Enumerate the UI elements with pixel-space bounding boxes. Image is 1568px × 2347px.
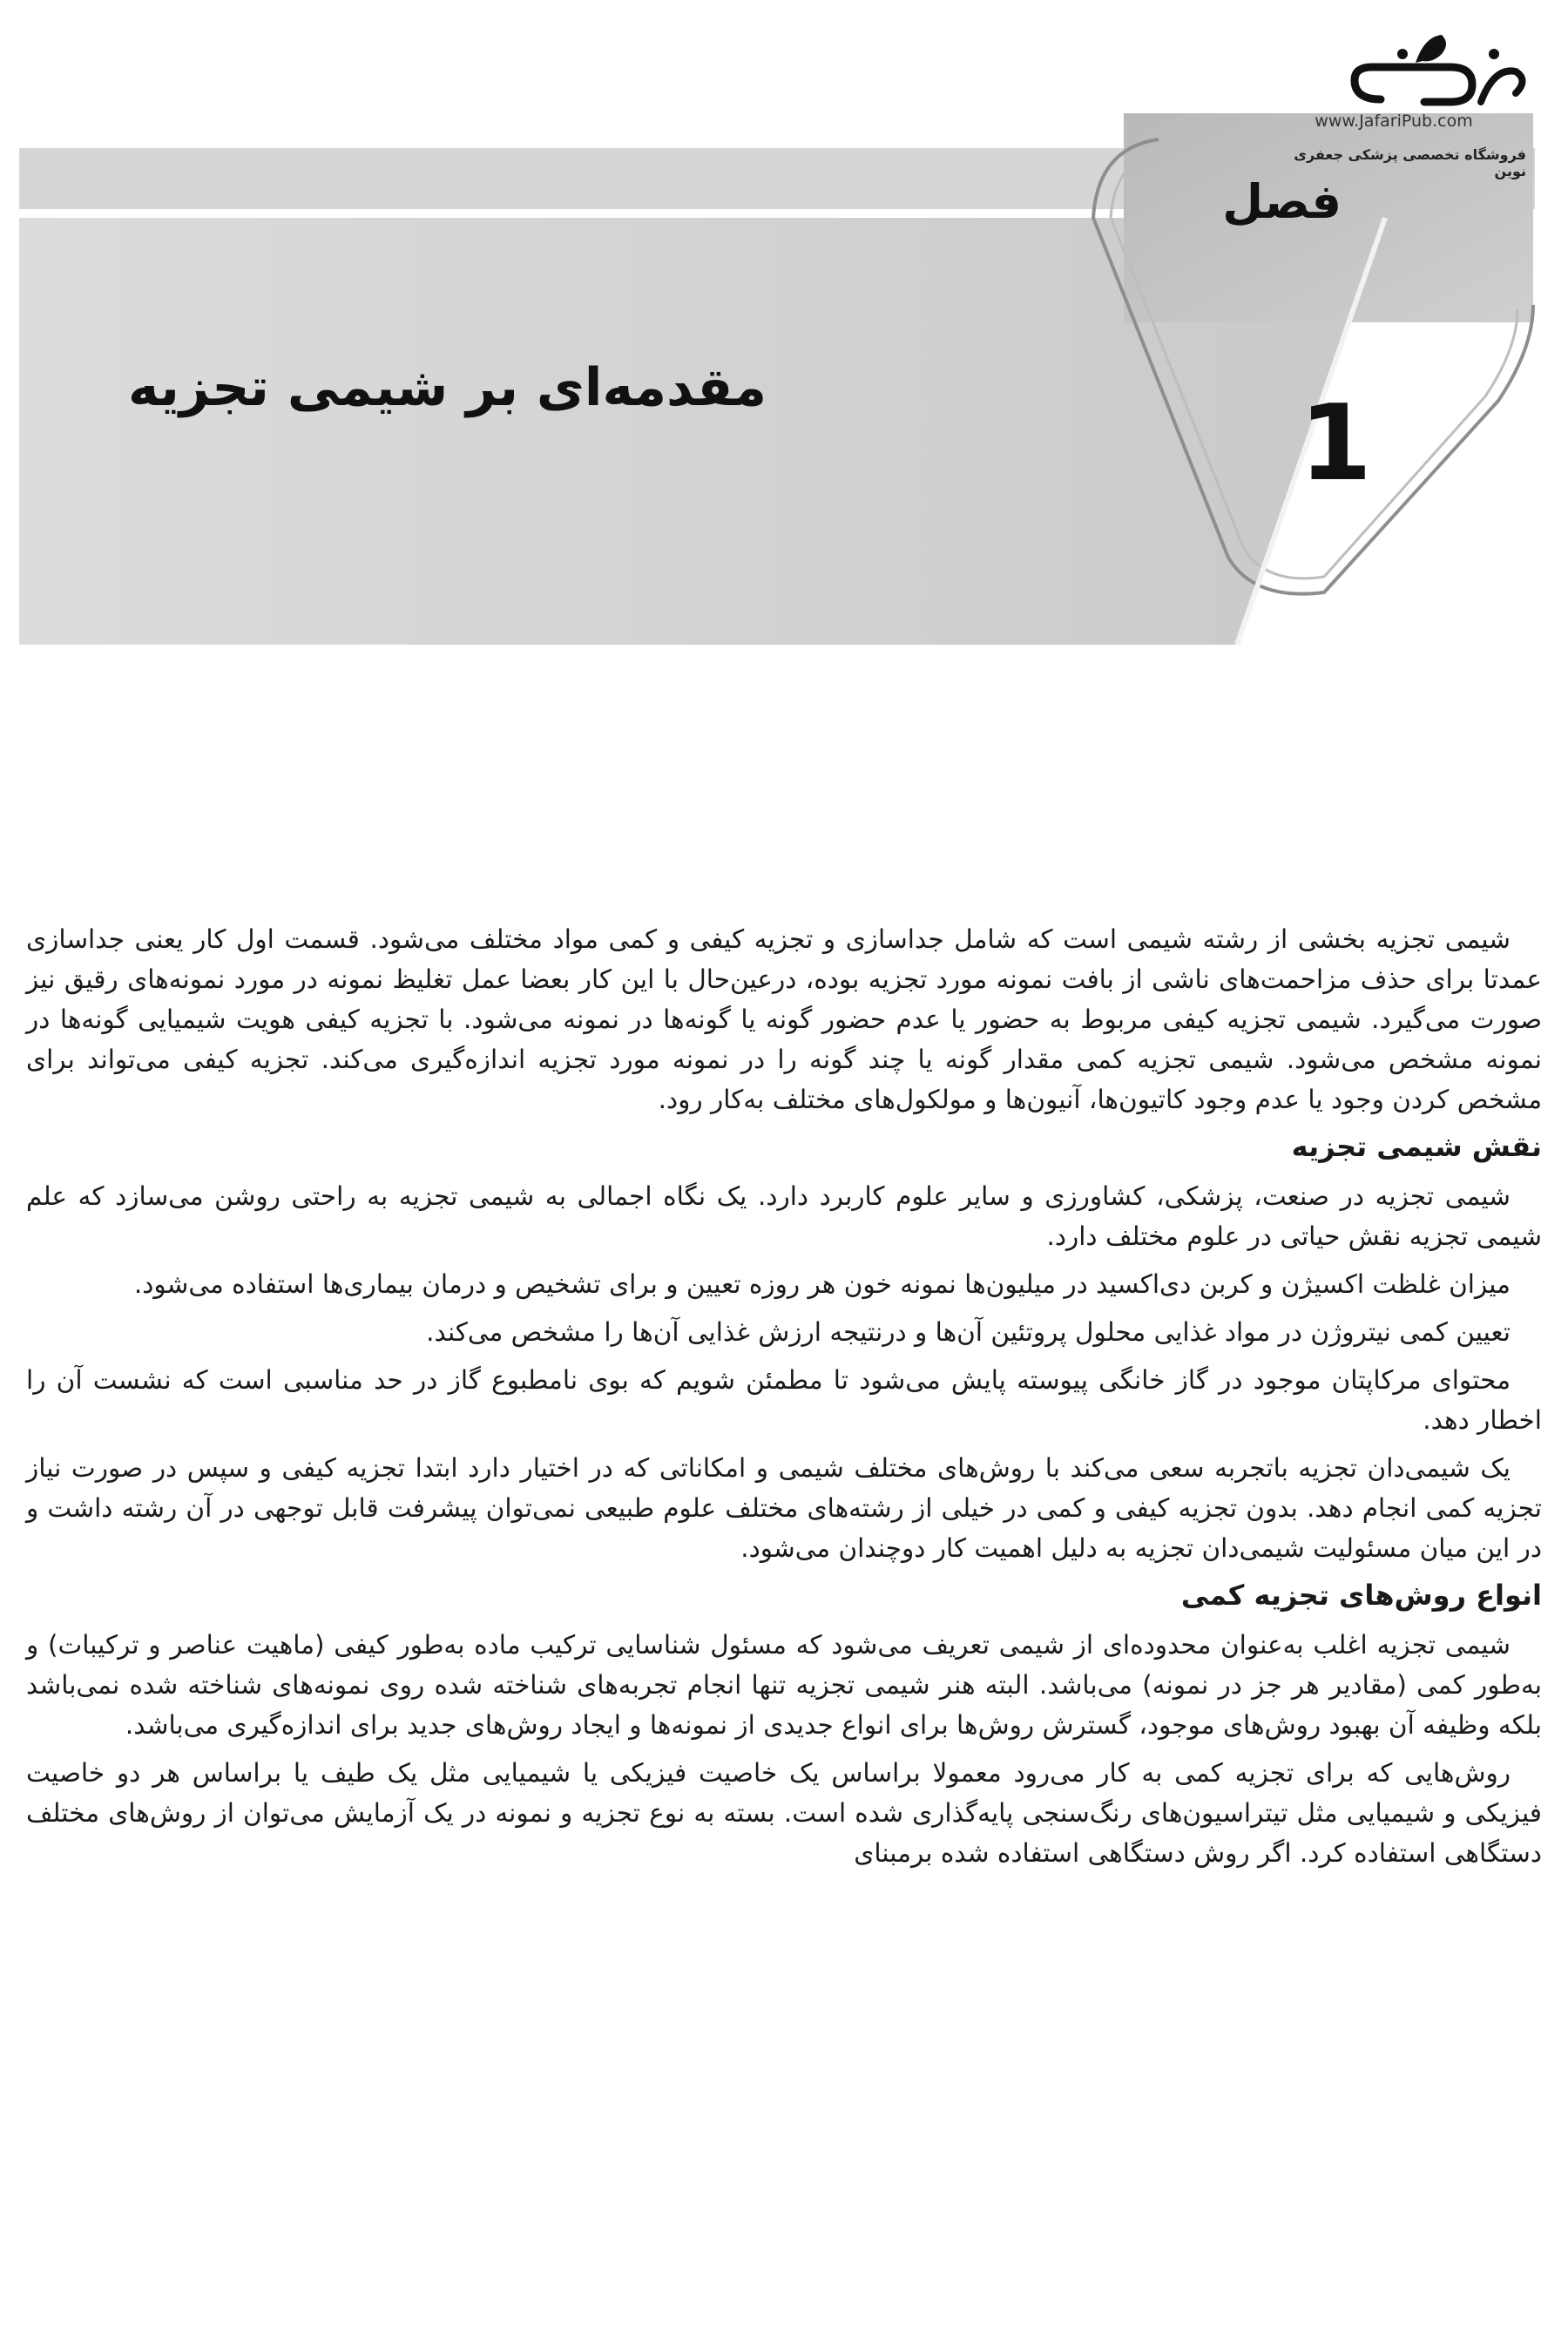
page-body (26, 919, 1542, 1881)
section-heading-role: نقش شیمی تجزیه (1291, 1130, 1542, 1163)
banner-graphic (0, 0, 1568, 662)
paragraph-blood: میزان غلظت اکسیژن و کربن دی‌اکسید در میلیون‌ها نمونه خون هر روزه تعیین و برای تشخیص و درمان بیماری‌ها استفاده می‌شود. (133, 1269, 1511, 1299)
paragraph-mercaptan: محتوای مرکاپتان موجود در گاز خانگی پیوسته پایش می‌شود تا مطمئن شویم که بوی نامطبوع گاز در حد مناسبی است که نشست آن را اخطار دهد. (26, 1365, 1542, 1435)
paragraph-role: شیمی تجزیه در صنعت، پزشکی، کشاورزی و سایر علوم کاربرد دارد. یک نگاه اجمالی به شیمی تجزیه به راحتی روشن می‌سازد که علم شیمی تجزیه نقش حیاتی در علوم مختلف دارد. (26, 1181, 1542, 1251)
logo-icon (1355, 35, 1523, 102)
chapter-label: فصل (1222, 174, 1342, 229)
paragraph-definition: شیمی تجزیه اغلب به‌عنوان محدوده‌ای از شیمی تعریف می‌شود که مسئول شناسایی ترکیب ماده به‌طور کیفی (ماهیت عناصر و ترکیبات) و به‌طور کمی (مقادیر هر جز در نمونه) می‌باشد. البته هنر شیمی تجزیه تنها انجام تجربه‌های شناخته شده روی نمونه‌های شناخته شده نمی‌باشد بلکه وظیفه آن بهبود روش‌های موجود، گسترش روش‌ها برای انواع جدیدی از نمونه‌ها و ایجاد روش‌های جدید برای اندازه‌گیری می‌باشد. (26, 1630, 1542, 1740)
logo-website: www.JafariPub.com (1315, 112, 1473, 131)
chapter-number: 1 (1299, 383, 1372, 504)
logo-shop-name: فروشگاه تخصصی پزشکی جعفری نوین (1294, 146, 1526, 179)
section-heading-methods: انواع روش‌های تجزیه کمی (1180, 1579, 1542, 1612)
paragraph-nitrogen: تعیین کمی نیتروژن در مواد غذایی محلول پروتئین آن‌ها و درنتیجه ارزش غذایی آن‌ها را مشخص می‌کند. (426, 1317, 1511, 1347)
chapter-title: مقدمه‌ای بر شیمی تجزیه (127, 357, 767, 418)
paragraph-chemist: یک شیمی‌دان تجزیه باتجربه سعی می‌کند با روش‌های مختلف شیمی و امکاناتی که در اختیار دارد ابتدا تجزیه کیفی و سپس در صورت نیاز تجزیه کمی انجام دهد. بدون تجزیه کیفی و کمی در خیلی از رشته‌های مختلف علوم طبیعی نمی‌توان پیشرفت قابل توجهی در آن رشته داشت و در این میان مسئولیت شیمی‌دان تجزیه به دلیل اهمیت کار دوچندان می‌شود. (26, 1453, 1542, 1563)
chapter-banner (0, 0, 1568, 662)
paragraph-intro: شیمی تجزیه بخشی از رشته شیمی است که شامل جداسازی و تجزیه کیفی و کمی مواد مختلف می‌شود. قسمت اول کار یعنی جداسازی عمدتا برای حذف مزاحمت‌های ناشی از بافت نمونه مورد تجزیه بوده، درعین‌حال با این کار بعضا عمل تغلیظ نمونه در مورد نمونه‌های رقیق نیز صورت می‌گیرد. شیمی تجزیه کیفی مربوط به حضور یا عدم حضور گونه یا گونه‌ها در نمونه می‌شود. با تجزیه کیفی هویت شیمیایی گونه‌ها در نمونه مشخص می‌شود. شیمی تجزیه کمی مقدار گونه یا چند گونه را در نمونه مورد تجزیه اندازه‌گیری می‌کند. تجزیه کیفی می‌تواند برای مشخص کردن وجود یا عدم وجود کاتیون‌ها، آنیون‌ها و مولکول‌های مختلف به‌کار رود. (26, 924, 1542, 1114)
paragraph-methods: روش‌هایی که برای تجزیه کمی به کار می‌رود معمولا براساس یک خاصیت فیزیکی یا شیمیایی مثل یک طیف یا براساس هر دو خاصیت فیزیکی و شیمیایی مثل تیتراسیون‌های رنگ‌سنجی پایه‌گذاری شده است. بسته به نوع تجزیه و نمونه در یک آزمایش می‌توان از روش‌های مختلف دستگاهی استفاده کرد. اگر روش دستگاهی استفاده شده برمبنای (26, 1758, 1542, 1868)
